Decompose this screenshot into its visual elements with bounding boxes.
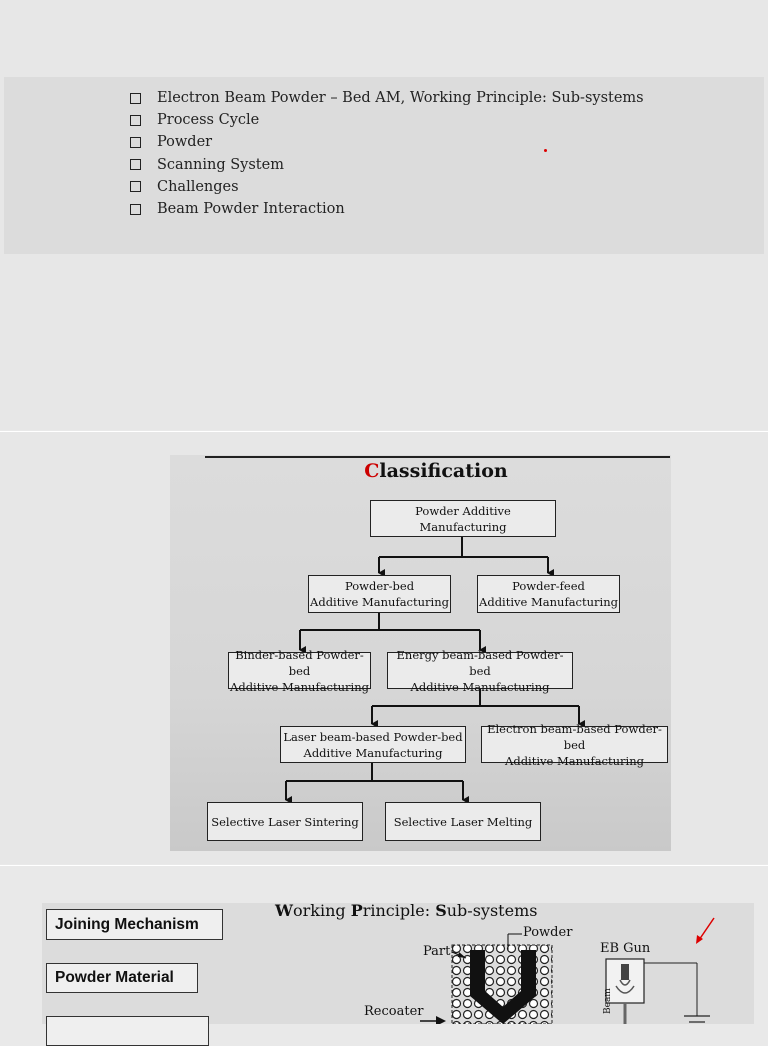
working-principle-slide xyxy=(0,866,768,1024)
eb-gun-label: EB Gun xyxy=(600,941,651,956)
node-slm: Selective Laser Melting xyxy=(385,802,541,841)
node-electron-beam: Electron beam-based Powder-bed Additive Manufacturing xyxy=(481,726,668,763)
node-sls: Selective Laser Sintering xyxy=(207,802,363,841)
joining-mechanism-box: Joining Mechanism xyxy=(46,909,223,940)
slide-title: Classification xyxy=(364,460,508,482)
checkbox-icon xyxy=(130,137,141,148)
slide-title: Working Principle: Sub-systems xyxy=(275,901,538,920)
tree-connectors xyxy=(0,432,768,864)
laser-pointer-dot xyxy=(544,149,547,152)
classification-slide xyxy=(0,432,768,864)
checkbox-icon xyxy=(130,181,141,192)
outline-item: Electron Beam Powder – Bed AM, Working Principle: Sub-systems xyxy=(130,87,644,109)
recoater-label: Recoater xyxy=(364,1004,424,1019)
outline-item: Scanning System xyxy=(130,154,644,176)
outline-slide xyxy=(0,0,768,430)
beam-label: Beam xyxy=(603,988,613,1014)
checkbox-icon xyxy=(130,115,141,126)
checkbox-icon xyxy=(130,204,141,215)
node-energy-beam: Energy beam-based Powder-bed Additive Manufacturing xyxy=(387,652,573,689)
node-powder-bed: Powder-bed Additive Manufacturing xyxy=(308,575,451,613)
outline-item: Process Cycle xyxy=(130,109,644,131)
node-powder-am: Powder Additive Manufacturing xyxy=(370,500,556,537)
checkbox-icon xyxy=(130,159,141,170)
outline-item: Beam Powder Interaction xyxy=(130,198,644,220)
part-label: Part xyxy=(423,944,451,959)
outline-item: Challenges xyxy=(130,176,644,198)
outline-list xyxy=(130,87,644,220)
node-laser-beam: Laser beam-based Powder-bed Additive Manufacturing xyxy=(280,726,466,763)
checkbox-icon xyxy=(130,93,141,104)
powder-label: Powder xyxy=(523,925,573,940)
node-powder-feed: Powder-feed Additive Manufacturing xyxy=(477,575,620,613)
ebm-schematic xyxy=(0,866,768,1024)
node-binder-based: Binder-based Powder-bed Additive Manufacturing xyxy=(228,652,371,689)
outline-item: Powder xyxy=(130,131,644,153)
powder-material-box: Powder Material xyxy=(46,963,198,993)
